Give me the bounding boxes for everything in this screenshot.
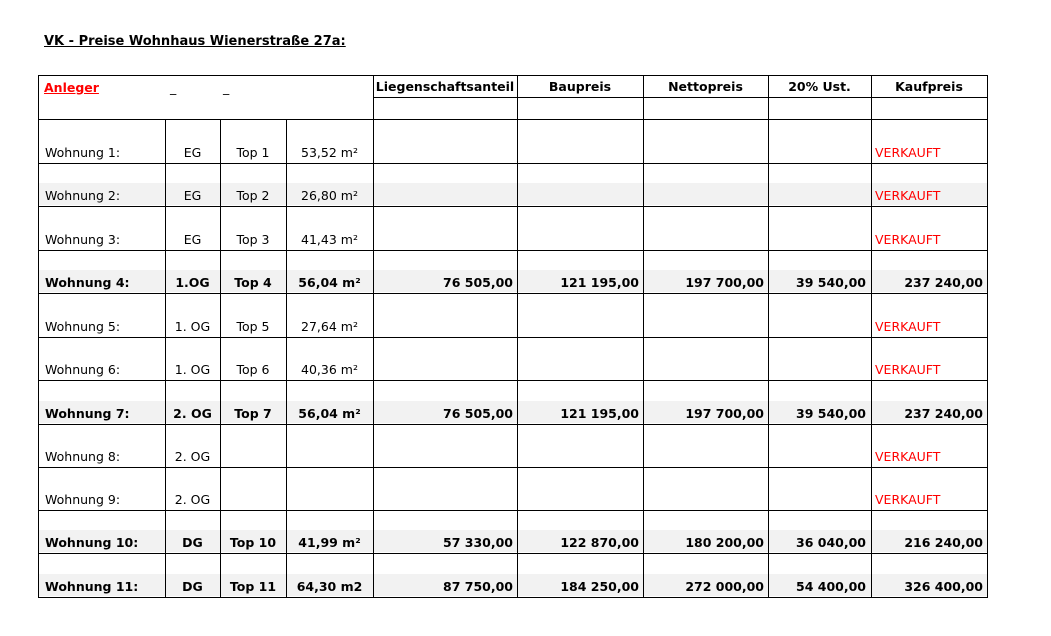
grid-line [38, 553, 988, 554]
apartment-name: Wohnung 8: [45, 449, 121, 464]
ust-cell: 36 040,00 [796, 535, 866, 550]
liegenschaft-cell: 76 505,00 [443, 406, 513, 421]
floor-cell: 1.OG [175, 275, 210, 290]
sold-status: VERKAUFT [875, 362, 941, 377]
grid-line [38, 119, 988, 120]
grid-line [373, 97, 988, 98]
apartment-name: Wohnung 10: [45, 535, 139, 550]
floor-cell: 2. OG [173, 406, 212, 421]
apartment-name: Wohnung 5: [45, 319, 121, 334]
top-cell: Top 4 [234, 275, 272, 290]
grid-line [517, 75, 518, 598]
ust-cell: 54 400,00 [796, 579, 866, 594]
grid-line [38, 163, 988, 164]
apartment-name: Wohnung 1: [45, 145, 121, 160]
top-cell: Top 11 [229, 579, 277, 594]
floor-cell: 1. OG [174, 319, 211, 334]
liegenschaft-cell: 76 505,00 [443, 275, 513, 290]
top-cell: Top 2 [236, 188, 270, 203]
grid-line [38, 75, 988, 76]
nettopreis-cell: 197 700,00 [685, 406, 764, 421]
floor-cell: EG [183, 232, 202, 247]
column-header-kaufpreis: Kaufpreis [895, 79, 963, 94]
grid-line [38, 75, 39, 598]
area-cell: 53,52 m² [301, 145, 358, 160]
grid-line [38, 206, 988, 207]
area-cell: 26,80 m² [301, 188, 358, 203]
grid-line [38, 510, 988, 511]
apartment-name: Wohnung 6: [45, 362, 121, 377]
area-cell: 56,04 m² [298, 406, 361, 421]
area-cell: 64,30 m2 [296, 579, 363, 594]
grid-line [38, 337, 988, 338]
sold-status: VERKAUFT [875, 319, 941, 334]
grid-line [38, 467, 988, 468]
floor-cell: DG [182, 579, 203, 594]
sold-status: VERKAUFT [875, 232, 941, 247]
top-cell: Top 1 [236, 145, 270, 160]
column-header-ust: 20% Ust. [788, 79, 851, 94]
nettopreis-cell: 180 200,00 [685, 535, 764, 550]
grid-line [871, 75, 872, 598]
apartment-name: Wohnung 11: [45, 579, 139, 594]
ust-cell: 39 540,00 [796, 275, 866, 290]
grid-line [987, 75, 988, 598]
area-cell: 41,99 m² [298, 535, 361, 550]
apartment-name: Wohnung 9: [45, 492, 121, 507]
grid-line [38, 250, 988, 251]
top-cell: Top 10 [229, 535, 277, 550]
ust-cell: 39 540,00 [796, 406, 866, 421]
kaufpreis-cell: 326 400,00 [904, 579, 983, 594]
column-header-nettopreis: Nettopreis [668, 79, 743, 94]
area-cell: 27,64 m² [301, 319, 358, 334]
area-cell: 56,04 m² [298, 275, 361, 290]
apartment-name: Wohnung 3: [45, 232, 121, 247]
floor-cell: EG [183, 188, 202, 203]
column-header-liegenschaftsanteil: Liegenschaftsanteil [375, 79, 515, 94]
column-header-baupreis: Baupreis [548, 79, 612, 94]
sold-status: VERKAUFT [875, 145, 941, 160]
floor-cell: 1. OG [174, 362, 211, 377]
top-cell: Top 5 [236, 319, 270, 334]
floor-cell: EG [183, 145, 202, 160]
kaufpreis-cell: 237 240,00 [904, 406, 983, 421]
kaufpreis-cell: 237 240,00 [904, 275, 983, 290]
grid-line [38, 424, 988, 425]
grid-line [643, 75, 644, 598]
grid-line [38, 293, 988, 294]
apartment-name: Wohnung 2: [45, 188, 121, 203]
area-cell: 40,36 m² [301, 362, 358, 377]
sold-status: VERKAUFT [875, 188, 941, 203]
sold-status: VERKAUFT [875, 492, 941, 507]
apartment-name: Wohnung 4: [45, 275, 130, 290]
baupreis-cell: 121 195,00 [560, 406, 639, 421]
nettopreis-cell: 197 700,00 [685, 275, 764, 290]
page-title: VK - Preise Wohnhaus Wienerstraße 27a: [44, 34, 346, 49]
baupreis-cell: 121 195,00 [560, 275, 639, 290]
grid-line [38, 597, 988, 598]
header-dash: _ [223, 80, 230, 95]
grid-line [38, 380, 988, 381]
top-cell: Top 3 [236, 232, 270, 247]
top-cell: Top 7 [234, 406, 272, 421]
top-cell: Top 6 [236, 362, 270, 377]
area-cell: 41,43 m² [301, 232, 358, 247]
floor-cell: 2. OG [174, 492, 211, 507]
header-dash: _ [170, 80, 177, 95]
nettopreis-cell: 272 000,00 [685, 579, 764, 594]
liegenschaft-cell: 57 330,00 [443, 535, 513, 550]
kaufpreis-cell: 216 240,00 [904, 535, 983, 550]
floor-cell: 2. OG [174, 449, 211, 464]
liegenschaft-cell: 87 750,00 [443, 579, 513, 594]
floor-cell: DG [182, 535, 203, 550]
grid-line [768, 75, 769, 598]
anleger-label: Anleger [44, 80, 99, 95]
apartment-name: Wohnung 7: [45, 406, 130, 421]
sold-status: VERKAUFT [875, 449, 941, 464]
baupreis-cell: 122 870,00 [560, 535, 639, 550]
grid-line [373, 75, 374, 598]
baupreis-cell: 184 250,00 [560, 579, 639, 594]
